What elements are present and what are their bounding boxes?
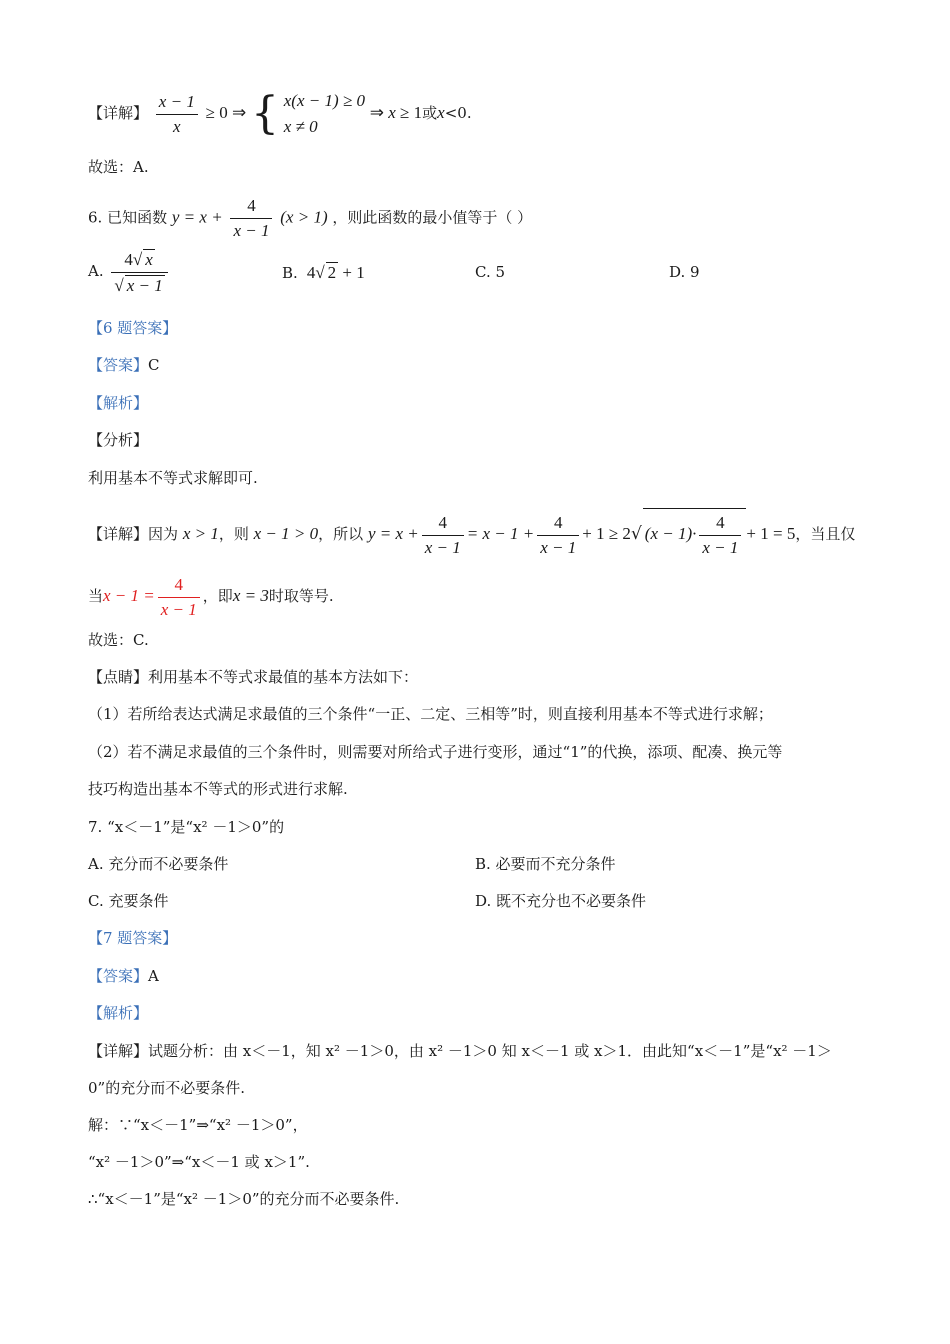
q6-stem-prefix: 6. 已知函数 [88, 208, 168, 227]
q6-stem-suffix: ，则此函数的最小值等于（ ） [332, 208, 533, 227]
q6-domain: (x > 1) [280, 207, 328, 227]
q7-stem: 7. “x＜－1”是“x² －1＞0”的 [88, 818, 285, 836]
q7-answer-label: 【答案】 [88, 967, 149, 985]
q6-eq-condition: x − 1 = [103, 586, 155, 605]
q6-point2b: 技巧构造出基本不等式的形式进行求解. [88, 780, 348, 798]
q6-dianjing [88, 667, 418, 687]
q7-option-c: C. 充要条件 [88, 892, 169, 910]
q7-sol2: “x² －1＞0”⇒“x＜－1 或 x＞1”. [88, 1153, 310, 1171]
q6-func: y = x + [171, 207, 223, 227]
q6-option-c: C. 5 [475, 263, 506, 281]
q6-dianjing-text: 利用基本不等式求最值的基本方法如下： [148, 668, 419, 686]
q7-option-b: B. 必要而不充分条件 [475, 855, 616, 873]
q6-detail-t2: ，则 [218, 525, 249, 543]
q6-detail-t1: 因为 [148, 525, 179, 543]
q6-option-a-expr: $\frac{4√ x}{√ x - 1}$ [111, 249, 167, 296]
q6-fenxi-text: 利用基本不等式求解即可. [88, 469, 258, 487]
q5-ineq: ≥ 0 ⇒ [205, 103, 247, 122]
q5-brace: { [250, 88, 279, 139]
q6-detail2-t3: 时取等号. [268, 587, 334, 605]
q6-fraction: $\frac{4}{x - 1}$ [230, 196, 272, 241]
q6-detail-line2 [88, 572, 334, 620]
q6-detail-t4: ，当且仅 [795, 525, 856, 543]
q6-answer [88, 355, 160, 375]
q7-detail-line1 [88, 1041, 832, 1061]
q5-x: x [437, 103, 445, 122]
q7-detail-text1: 试题分析：由 x＜－1，知 x² －1＞0，由 x² －1＞0 知 x＜－1 或 x＞1．由此知“x＜－1”是“x² －1＞ [148, 1042, 832, 1060]
q6-choose: 故选：C. [88, 631, 149, 649]
q6-option-b [282, 262, 365, 283]
q7-section-title: 【7 题答案】 [88, 929, 178, 947]
q6-eq-fraction: $\frac{4}{x - 1}$ [158, 575, 200, 620]
q7-answer [88, 966, 159, 986]
q6-expr-frac1: $\frac{4}{x - 1}$ [422, 513, 464, 558]
q7-sol1: 解：∵“x＜－1”⇒“x² －1＞0”， [88, 1116, 308, 1134]
q6-section-title: 【6 题答案】 [88, 319, 178, 337]
q6-option-b-expr: 4√ 2 + 1 [302, 263, 365, 282]
q6-fenxi-label: 【分析】 [88, 431, 149, 449]
q6-point1: （1）若所给表达式满足求最值的三个条件“一正、二定、三相等”时，则直接利用基本不等式进行求解； [88, 705, 773, 723]
q6-detail2-t1: 当 [88, 587, 104, 605]
q5-detail-line [88, 88, 472, 140]
q6-cond: x > 1 [182, 524, 219, 543]
q6-answer-value: C [148, 356, 160, 374]
q5-choose: 故选：A. [88, 158, 149, 176]
q7-detail-line2: 0”的充分而不必要条件. [88, 1079, 245, 1097]
q6-radicand: (x − 1)· $\frac{4}{x - 1}$ [643, 508, 747, 559]
q7-answer-value: A [148, 967, 159, 985]
q7-option-a: A. 充分而不必要条件 [88, 855, 229, 873]
q6-stem [88, 196, 532, 241]
q5-end: <0. [444, 104, 472, 122]
q6-option-a-label: A. [88, 262, 104, 280]
q6-point2a: （2）若不满足求最值的三个条件时，则需要对所给式子进行变形，通过“1”的代换，添项、配凑、换元等 [88, 743, 783, 761]
q6-x-equals: x = 3 [232, 586, 269, 605]
q6-expr-a: y = x + [367, 524, 419, 543]
q5-detail-label: 【详解】 [88, 104, 149, 122]
q6-detail-t3: ，所以 [318, 525, 364, 543]
q6-option-a [88, 246, 171, 296]
q6-cond2: x − 1 > 0 [253, 524, 319, 543]
q6-detail-line: 【详解】因为 x > 1，则 x − 1 > 0，所以 y = x + $\frac{4}{x - 1}$ = x − 1 + $\frac{4}{x - 1}$ + 1 ≥ 2√ (x − 1)· $\frac{4}{x - 1}$ + 1 = 5，当且仅 [88, 508, 855, 559]
q7-detail-label: 【详解】 [88, 1042, 149, 1060]
q7-option-d: D. 既不充分也不必要条件 [475, 892, 647, 910]
q5-fraction: $\frac{x - 1}{x}$ [156, 92, 198, 137]
q6-detail2-t2: ，即 [202, 587, 233, 605]
q6-dianjing-label: 【点睛】 [88, 668, 149, 686]
q5-cases: x(x − 1) ≥ 0 x ≠ 0 [283, 91, 365, 136]
q6-radical: √ [630, 524, 642, 544]
q6-answer-label: 【答案】 [88, 356, 149, 374]
q5-or: 或 [422, 104, 438, 122]
q5-result: ⇒ x ≥ 1 [369, 103, 423, 122]
q6-option-b-label: B. [282, 264, 298, 282]
q6-analysis-label: 【解析】 [88, 394, 149, 412]
q6-detail-label: 【详解】 [88, 525, 149, 543]
q6-expr-frac2: $\frac{4}{x - 1}$ [537, 513, 579, 558]
q6-option-d: D. 9 [669, 263, 700, 281]
q7-sol3: ∴“x＜－1”是“x² －1＞0”的充分而不必要条件. [88, 1190, 400, 1208]
q7-analysis-label: 【解析】 [88, 1004, 149, 1022]
